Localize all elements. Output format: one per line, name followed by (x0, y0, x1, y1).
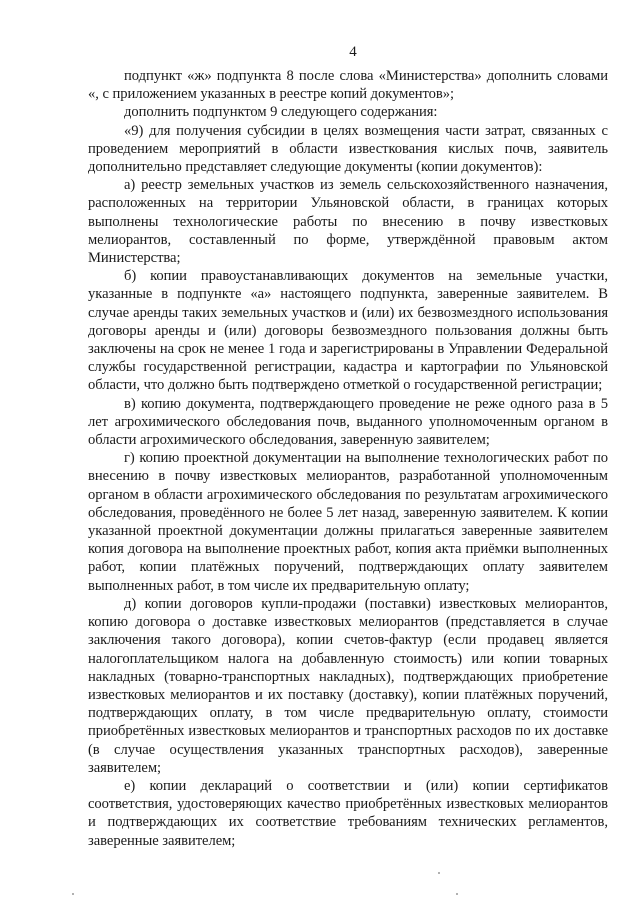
paragraph-item-d: д) копии договоров купли-продажи (поставки) известковых мелиорантов, копию договора о доставке известковых мелиорантов (представляется в случае заключения такого договора), копии счетов-фактур (если продавец является налогоплательщиком налога на добавленную стоимость) или копии товарных накладных (товарно-транспортных накладных), подтверждающих приобретение известковых мелиорантов и их поставку (доставку), копии платёжных поручений, подтверждающих оплату, в том числе предварительную оплату, стоимости приобретённых известковых мелиорантов и транспортных расходов по их доставке (в случае осуществления указанных транспортных расходов), заверенные заявителем; (88, 595, 608, 776)
scan-speck (456, 893, 458, 895)
paragraph-item-b: б) копии правоустанавливающих документов на земельные участки, указанные в подпункте «а» настоящего подпункта, заверенные заявителем. В случае аренды таких земельных участков и (или) их безвозмездного использования договоры аренды и (или) договоры безвозмездного пользования должны быть заключены на срок не менее 1 года и зарегистрированы в Управлении Федеральной службы государственной регистрации, кадастра и картографии по Ульяновской области, что должно быть подтверждено отметкой о государственной регистрации; (88, 268, 608, 394)
paragraph-item-g: г) копию проектной документации на выполнение технологических работ по внесению в почву известковых мелиорантов, разработанной уполномоченным органом в области агрохимического обследования по результатам агрохимического обследования, проведённого не более 5 лет назад, заверенную заявителем. К копии указанной проектной документации должны прилагаться заверенные заявителем копия договора на выполнение проектных работ, копия акта приёмки выполненных работ, копии платёжных поручений, подтверждающих оплату заявителем выполненных работ, в том числе их предварительную оплату; (88, 450, 608, 594)
paragraph-item-e: е) копии деклараций о соответствии и (или) копии сертификатов соответствия, удостоверяющих качество приобретённых известковых мелиорантов и подтверждающих их соответствие требованиям технических регламентов, заверенные заявителем; (88, 777, 608, 849)
paragraph-add-subitem-9: дополнить подпунктом 9 следующего содержания: (124, 104, 438, 121)
paragraph-item-v: в) копию документа, подтверждающего проведение не реже одного раза в 5 лет агрохимического обследования почв, выданного уполномоченным органом в области агрохимического обследования, заверенную заявителем; (88, 395, 608, 449)
paragraph-amend-zh: подпункт «ж» подпункта 8 после слова «Министерства» дополнить словами «, с приложением указанных в реестре копий документов»; (88, 68, 608, 103)
page-number: 4 (349, 44, 357, 60)
paragraph-item-9-intro: «9) для получения субсидии в целях возмещения части затрат, связанных с проведением мероприятий в области известкования кислых почв, заявитель дополнительно представляет следующие документы (копии документов): (88, 122, 608, 176)
paragraph-item-a: а) реестр земельных участков из земель сельскохозяйственного назначения, расположенных на территории Ульяновской области, в границах которых выполнены технологические работы по внесению в почву известковых мелиорантов, составленный по форме, утверждённой правовым актом Министерства; (88, 177, 608, 267)
scan-speck (72, 893, 74, 895)
scan-speck (438, 872, 440, 874)
